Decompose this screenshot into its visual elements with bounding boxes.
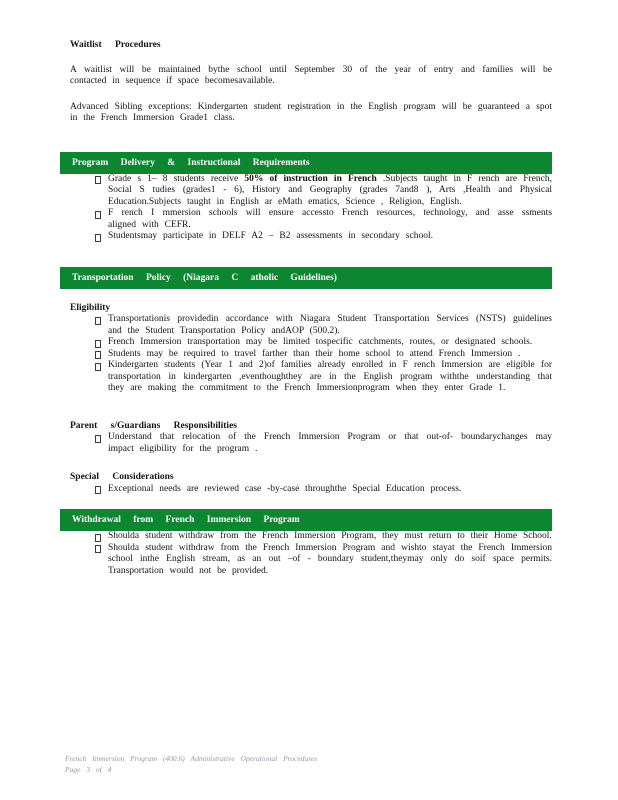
list-item-text: Kindergarten students (Year 1 and 2)of families already enrolled in F rench Immersion are eligible for transportation in kindergarten ,eventhoughthey are in the English program withthe understanding that they are making the commitment to the French Immersionprogram when they enter Grade 1. (108, 360, 552, 393)
bullet-square-icon (95, 534, 101, 542)
list-item-text: Exceptional needs are reviewed case -by-case throughthe Special Education process. (108, 483, 462, 494)
bullet-square-icon (95, 545, 101, 553)
list-item (70, 349, 552, 361)
page-footer (65, 753, 317, 775)
list-item (70, 432, 552, 455)
bullet-square-icon (95, 435, 101, 443)
bullet-square-icon (95, 351, 101, 359)
special-considerations-heading: Special Considerations (70, 472, 174, 482)
list-item-text: Students may be required to travel farther than their home school to attend French Immersion . (108, 348, 521, 359)
bullet-square-icon (95, 176, 101, 184)
program-delivery-list (70, 174, 552, 243)
list-item (70, 360, 552, 395)
list-item (70, 314, 552, 337)
waitlist-paragraph-1: A waitlist will be maintained bythe school until September 30 of the year of entry and families will be contacted in sequence if space becomesavailable. (70, 64, 552, 86)
bullet-square-icon (95, 317, 101, 325)
section-bar-transportation (60, 267, 552, 289)
list-item-text: French Immersion transportation may be limited tospecific catchments, routes, or designated schools. (108, 337, 533, 347)
list-item (70, 231, 552, 243)
list-item-text: Shoulda student withdraw from the French Immersion Program and wishto stayat the French Immersion school inthe English stream, as an out –of - boundary student,theymay only do soif space permits. Transportation would not be provided. (108, 542, 552, 576)
list-item-text: Transportationis providedin accordance with Niagara Student Transportation Services (NSTS) guidelines and the Student Transportation Policy andAOP (500.2). (108, 314, 552, 336)
bullet-square-icon (95, 486, 101, 494)
list-item (70, 174, 552, 209)
waitlist-paragraph-2: Advanced Sibling exceptions: Kindergarten student registration in the English program will be guaranteed a spot in the French Immersion Grade1 class. (70, 101, 552, 123)
parents-responsibilities-heading: Parent s/Guardians Responsibilities (70, 420, 237, 431)
list-item-text-post: .Subjects taught in F rench are French, Social S tudies (grades1 - 6), History and Geography (grades 7and8 ), Arts ,Health and Physical Education.Subjects taught in English ar eMath ematics, Science , Religion, English. (108, 173, 552, 207)
list-item-text: Studentsmay participate in DELF A2 – B2 assessments in secondary school. (108, 231, 433, 241)
withdrawal-list (70, 531, 552, 577)
waitlist-heading: Waitlist Procedures (70, 40, 161, 50)
section-bar-title: Program Delivery & Instructional Requirements (72, 157, 310, 168)
section-bar-program-delivery (60, 152, 552, 174)
bullet-square-icon (95, 211, 101, 219)
list-item-text-pre: Grade s 1– 8 students receive (108, 173, 245, 184)
section-bar-title: Transportation Policy (Niagara C atholic Guidelines) (72, 272, 337, 283)
bullet-square-icon (95, 363, 101, 371)
list-item-text: Understand that relocation of the French Immersion Program or that out-of- boundarychanges may impact eligibility for the program . (108, 432, 552, 454)
footer-page-number: Page 3 of 4 (65, 765, 112, 774)
eligibility-heading: Eligibility (70, 302, 111, 313)
list-item (70, 531, 552, 543)
section-bar-title: Withdrawal from French Immersion Program (72, 515, 300, 525)
parents-responsibilities-list (70, 432, 552, 455)
section-bar-withdrawal (60, 509, 552, 531)
list-item (70, 208, 552, 231)
eligibility-list (70, 314, 552, 395)
list-item (70, 337, 552, 349)
bullet-square-icon (95, 340, 101, 348)
list-item-text-bold: 50% of instruction in French (244, 173, 377, 184)
list-item (70, 543, 552, 578)
bullet-square-icon (95, 234, 101, 242)
list-item-text (108, 174, 552, 207)
footer-document-title: French Immersion Program (400.6) Administrative Operational Procedures (65, 754, 318, 763)
list-item-text: Shoulda student withdraw from the French Immersion Program, they must return to their Home School. (108, 531, 552, 541)
special-considerations-list (70, 484, 552, 496)
list-item (70, 484, 552, 496)
list-item-text: F rench I mmersion schools will ensure accessto French resources, technology, and asse ssments aligned with CEFR. (108, 208, 552, 230)
